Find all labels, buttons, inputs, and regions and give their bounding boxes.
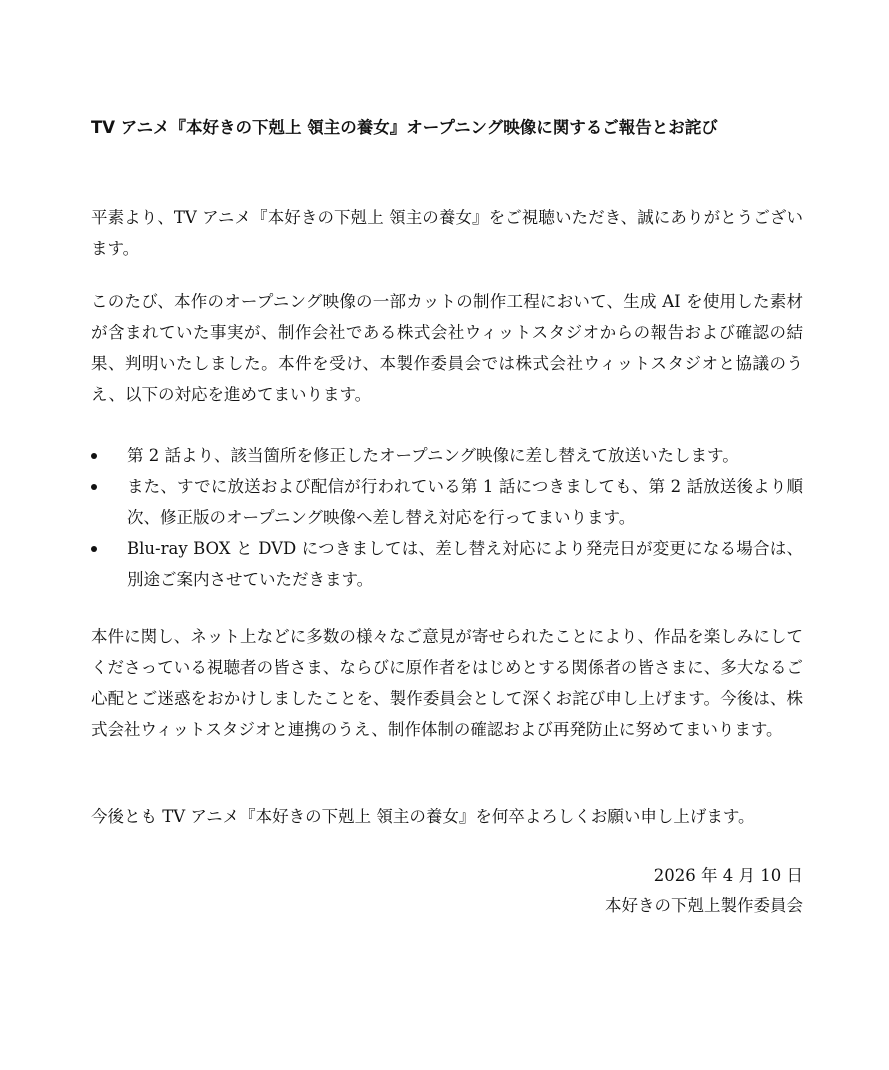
list-item-text: 第 2 話より、該当箇所を修正したオープニング映像に差し替えて放送いたします。: [127, 446, 739, 465]
response-list: [91, 440, 803, 595]
signature-block: [605, 861, 803, 921]
list-item: [91, 440, 803, 471]
bullet-icon: [91, 546, 97, 552]
bullet-icon: [91, 453, 97, 459]
closing-paragraph: 今後とも TV アニメ『本好きの下剋上 領主の養女』を何卒よろしくお願い申し上げます。: [91, 807, 755, 826]
report-paragraph: このたび、本作のオープニング映像の一部カットの制作工程において、生成 AI を使用した素材が含まれていた事実が、制作会社である株式会社ウィットスタジオからの報告および確認の結果、判明いたしました。本件を受け、本製作委員会では株式会社ウィットスタジオと協議のうえ、以下の対応を進めてまいります。: [91, 292, 803, 404]
list-item-text: Blu-ray BOX と DVD につきましては、差し替え対応により発売日が変更になる場合は、別途ご案内させていただきます。: [127, 539, 803, 589]
apology-paragraph: 本件に関し、ネット上などに多数の様々なご意見が寄せられたことにより、作品を楽しみにしてくださっている視聴者の皆さま、ならびに原作者をはじめとする関係者の皆さまに、多大なるご心配とご迷惑をおかけしましたことを、製作委員会として深くお詫び申し上げます。今後は、株式会社ウィットスタジオと連携のうえ、制作体制の確認および再発防止に努めてまいります。: [91, 627, 803, 739]
list-item: [91, 533, 803, 595]
greeting-paragraph: 平素より、TV アニメ『本好きの下剋上 領主の養女』をご視聴いただき、誠にありがとうございます。: [91, 208, 803, 258]
list-item-text: また、すでに放送および配信が行われている第 1 話につきましても、第 2 話放送後より順次、修正版のオープニング映像へ差し替え対応を行ってまいります。: [127, 477, 803, 527]
bullet-icon: [91, 484, 97, 490]
signature-organization: 本好きの下剋上製作委員会: [605, 896, 803, 915]
list-item: [91, 471, 803, 533]
document-title: TV アニメ『本好きの下剋上 領主の養女』オープニング映像に関するご報告とお詫び: [91, 118, 718, 137]
signature-date: 2026 年 4 月 10 日: [653, 866, 803, 885]
